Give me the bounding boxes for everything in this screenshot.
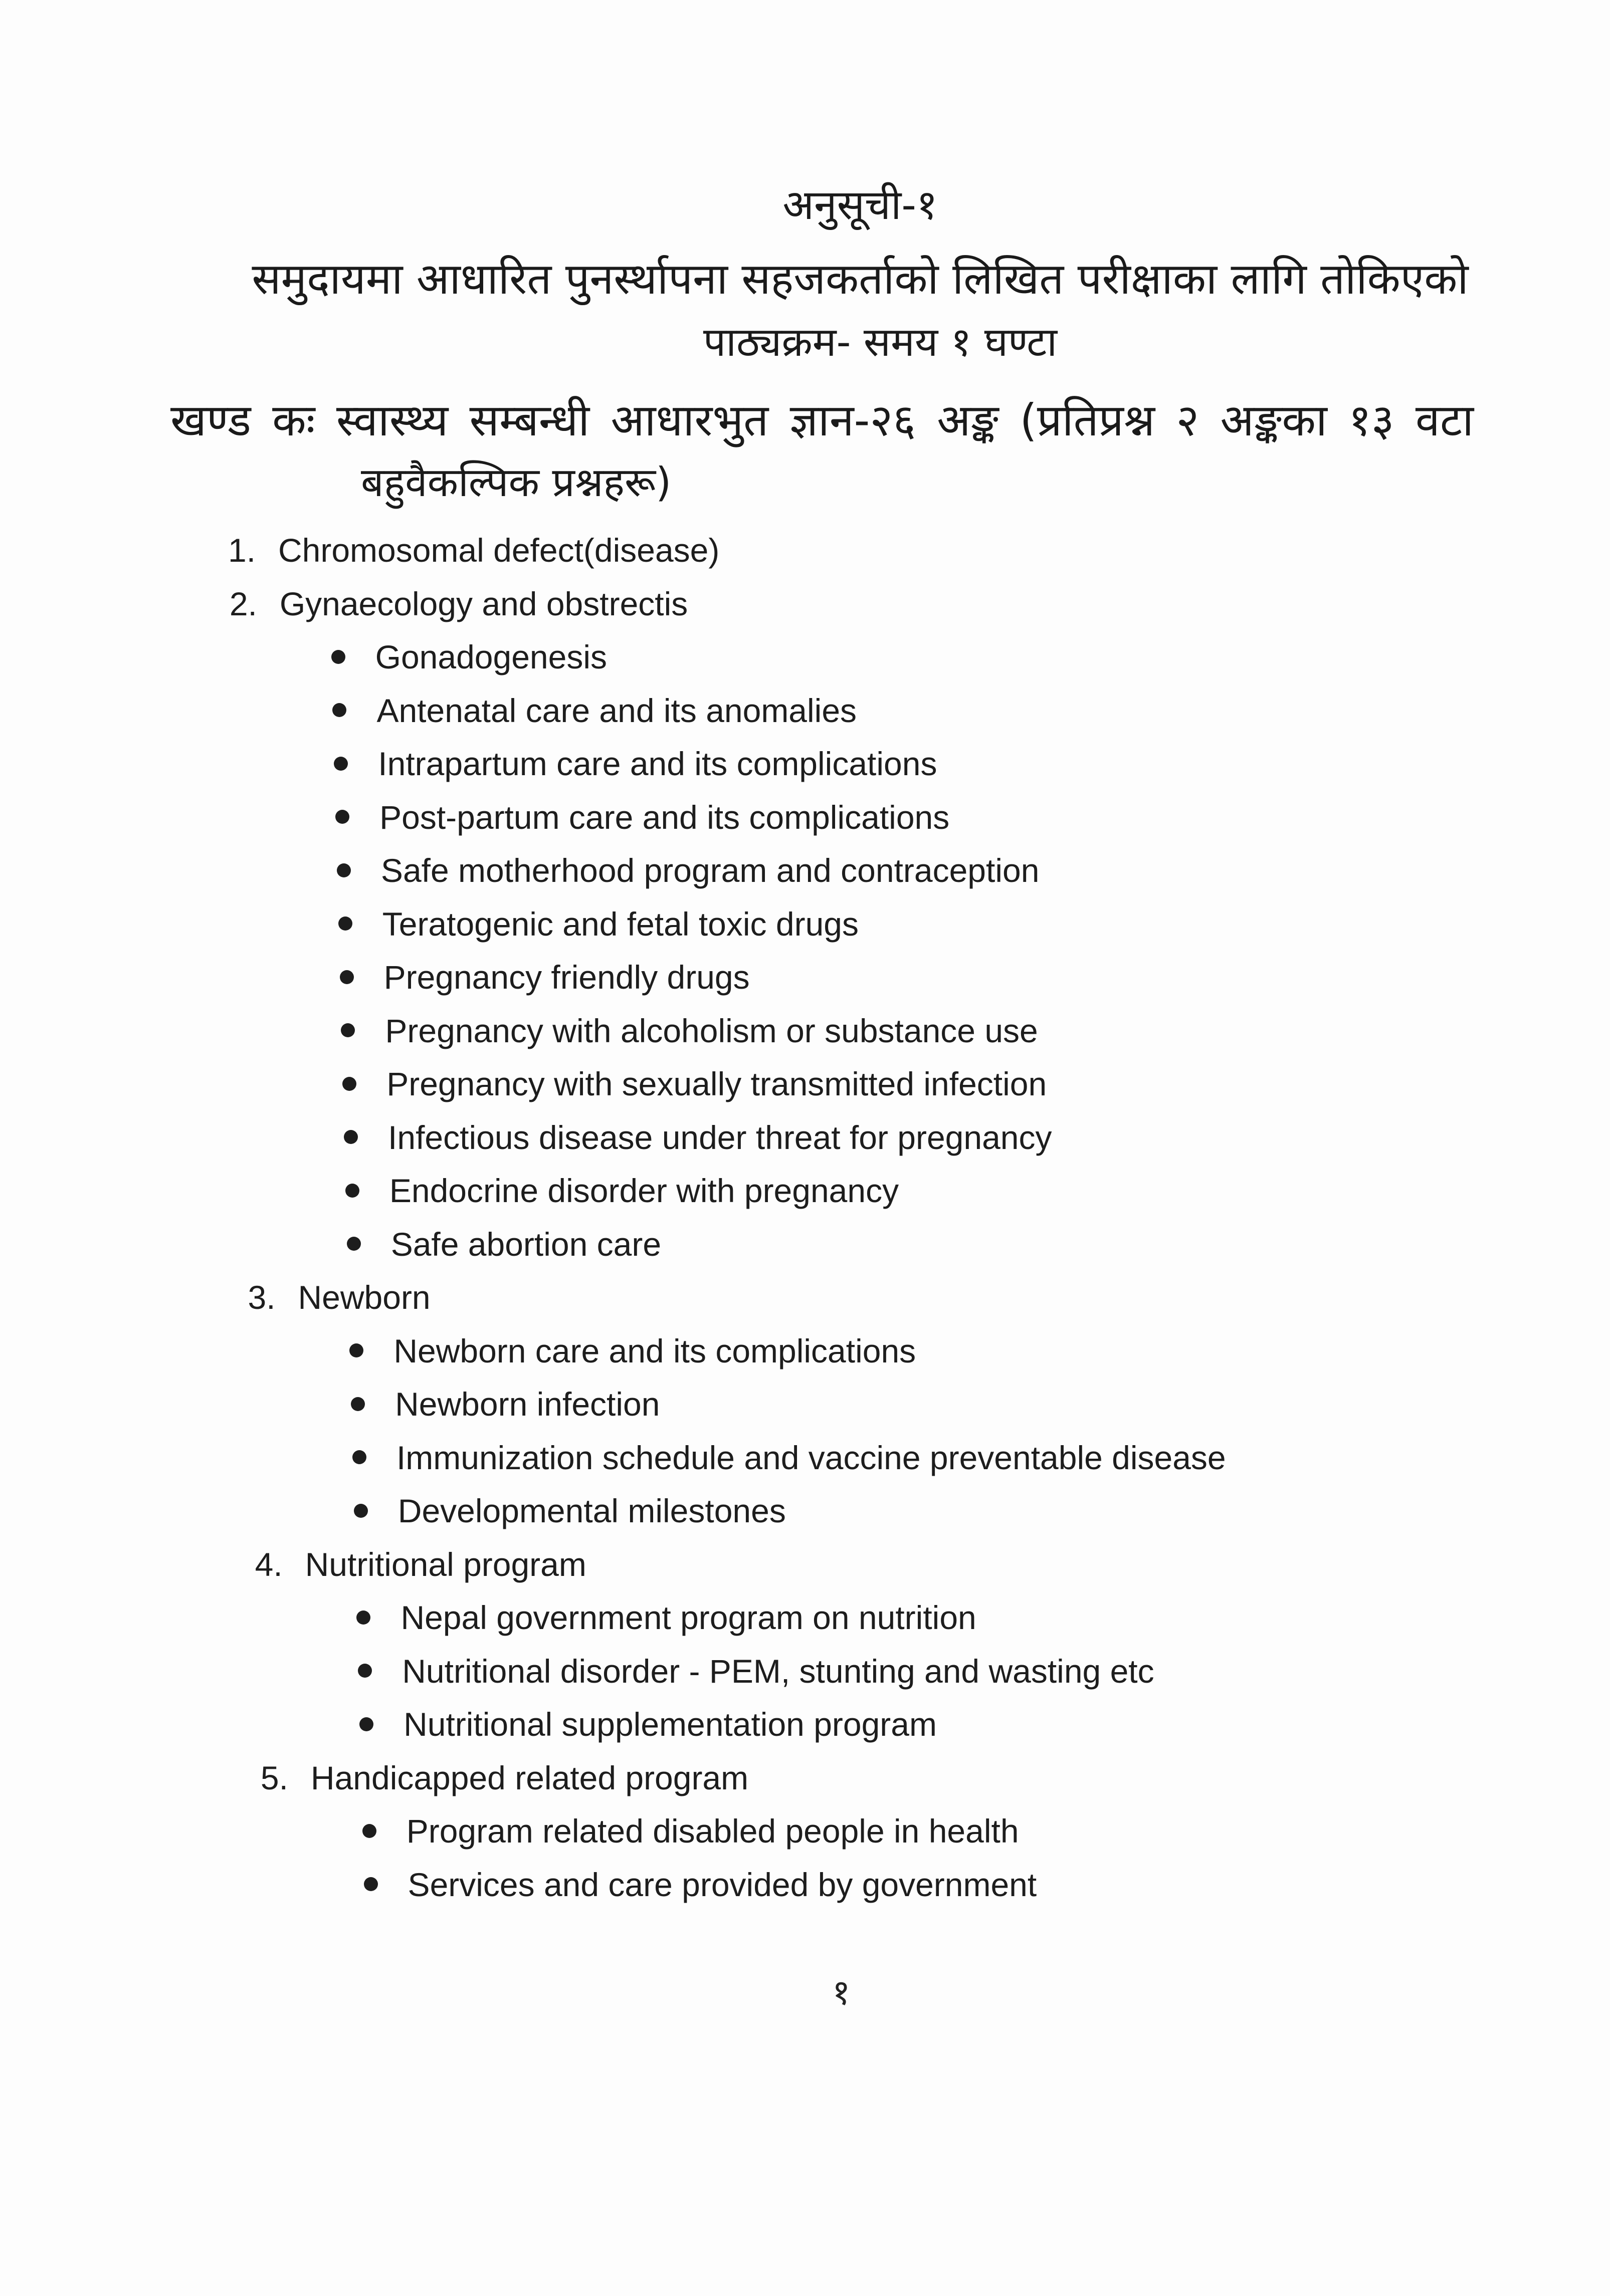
topic-item <box>230 585 688 623</box>
bullet-icon <box>344 1130 358 1144</box>
bullet-icon <box>334 757 348 771</box>
bullet-icon <box>351 1397 365 1411</box>
schedule-title: अनुसूची-१ <box>782 181 938 229</box>
subtopic-label: Safe abortion care <box>390 1225 662 1263</box>
syllabus-title-line-1: समुदायमा आधारित पुनर्स्थापना सहजकर्ताको लिखित परीक्षाका लागि तोकिएको <box>252 254 1469 304</box>
subtopic-label: Newborn care and its complications <box>393 1332 916 1369</box>
topic-label: Handicapped related program <box>310 1759 749 1796</box>
bullet-icon <box>332 703 346 717</box>
topic-number: 2. <box>229 585 257 622</box>
subtopic-item <box>341 1012 1038 1050</box>
subtopic-item <box>347 1225 661 1263</box>
subtopic-item <box>340 958 750 996</box>
bullet-icon <box>342 1077 356 1091</box>
bullet-icon <box>358 1664 372 1678</box>
bullet-icon <box>340 970 354 984</box>
subtopic-label: Gonadogenesis <box>375 638 607 675</box>
subtopic-item <box>337 851 1040 889</box>
subtopic-label: Services and care provided by government <box>408 1866 1037 1903</box>
bullet-icon <box>345 1184 359 1198</box>
subtopic-item <box>356 1598 976 1637</box>
subtopic-label: Teratogenic and fetal toxic drugs <box>382 905 859 943</box>
bullet-icon <box>352 1450 366 1464</box>
subtopic-label: Developmental milestones <box>397 1492 786 1529</box>
syllabus-title-line-2: पाठ्यक्रम- समय १ घण्टा <box>703 319 1058 365</box>
bullet-icon <box>354 1504 368 1518</box>
subtopic-label: Antenatal care and its anomalies <box>376 692 857 729</box>
subtopic-item <box>362 1812 1019 1850</box>
subtopic-item <box>354 1492 786 1530</box>
topic-number: 3. <box>248 1279 276 1316</box>
subtopic-item <box>342 1065 1047 1103</box>
subtopic-item <box>352 1439 1226 1477</box>
subtopic-label: Safe motherhood program and contraception <box>380 852 1040 889</box>
topic-label: Gynaecology and obstrectis <box>279 585 688 622</box>
bullet-icon <box>349 1343 363 1357</box>
section-heading-line-2: बहुवैकल्पिक प्रश्नहरू) <box>361 459 672 506</box>
bullet-icon <box>337 863 351 877</box>
subtopic-label: Post-partum care and its complications <box>379 798 950 836</box>
bullet-icon <box>364 1877 378 1891</box>
bullet-icon <box>347 1237 361 1251</box>
section-heading-line-1: खण्ड कः स्वास्थ्य सम्बन्धी आधारभुत ज्ञान-२६ अङ्क (प्रतिप्रश्न २ अङ्कका १३ वटा <box>170 394 1474 446</box>
subtopic-label: Immunization schedule and vaccine preventable disease <box>396 1439 1226 1476</box>
bullet-icon <box>335 810 349 824</box>
topic-label: Newborn <box>298 1279 431 1316</box>
topic-item <box>255 1545 586 1583</box>
subtopic-label: Program related disabled people in health <box>406 1812 1019 1850</box>
subtopic-item <box>344 1118 1052 1157</box>
subtopic-label: Intrapartum care and its complications <box>378 745 937 782</box>
subtopic-item <box>334 745 937 783</box>
subtopic-label: Pregnancy with alcoholism or substance use <box>385 1012 1038 1049</box>
subtopic-label: Pregnancy with sexually transmitted infection <box>386 1065 1047 1102</box>
bullet-icon <box>359 1717 373 1731</box>
subtopic-item <box>345 1172 899 1210</box>
topic-item <box>261 1759 748 1797</box>
topic-number: 5. <box>260 1759 288 1796</box>
bullet-icon <box>331 650 345 664</box>
topic-number: 1. <box>228 532 256 569</box>
topic-number: 4. <box>255 1545 283 1583</box>
topic-label: Nutritional program <box>305 1545 586 1583</box>
bullet-icon <box>338 916 352 931</box>
subtopic-label: Pregnancy friendly drugs <box>383 959 750 996</box>
subtopic-label: Nutritional disorder - PEM, stunting and wasting etc <box>402 1652 1154 1690</box>
subtopic-label: Infectious disease under threat for pregnancy <box>388 1118 1052 1156</box>
subtopic-item <box>331 638 607 676</box>
bullet-icon <box>341 1023 355 1037</box>
bullet-icon <box>356 1611 370 1625</box>
subtopic-label: Nepal government program on nutrition <box>400 1599 976 1636</box>
bullet-icon <box>362 1824 376 1838</box>
subtopic-item <box>359 1705 937 1743</box>
topic-item <box>248 1278 431 1316</box>
subtopic-label: Newborn infection <box>395 1386 660 1423</box>
subtopic-item <box>364 1866 1037 1904</box>
subtopic-item <box>338 905 859 943</box>
subtopic-item <box>351 1385 660 1423</box>
subtopic-item <box>358 1652 1154 1690</box>
topic-label: Chromosomal defect(disease) <box>278 532 720 569</box>
subtopic-label: Nutritional supplementation program <box>404 1706 937 1743</box>
subtopic-item <box>349 1332 916 1370</box>
subtopic-label: Endocrine disorder with pregnancy <box>389 1172 899 1209</box>
subtopic-item <box>332 692 857 730</box>
page-number: १ <box>832 1972 851 2013</box>
subtopic-item <box>335 798 949 836</box>
topic-item <box>228 531 719 569</box>
